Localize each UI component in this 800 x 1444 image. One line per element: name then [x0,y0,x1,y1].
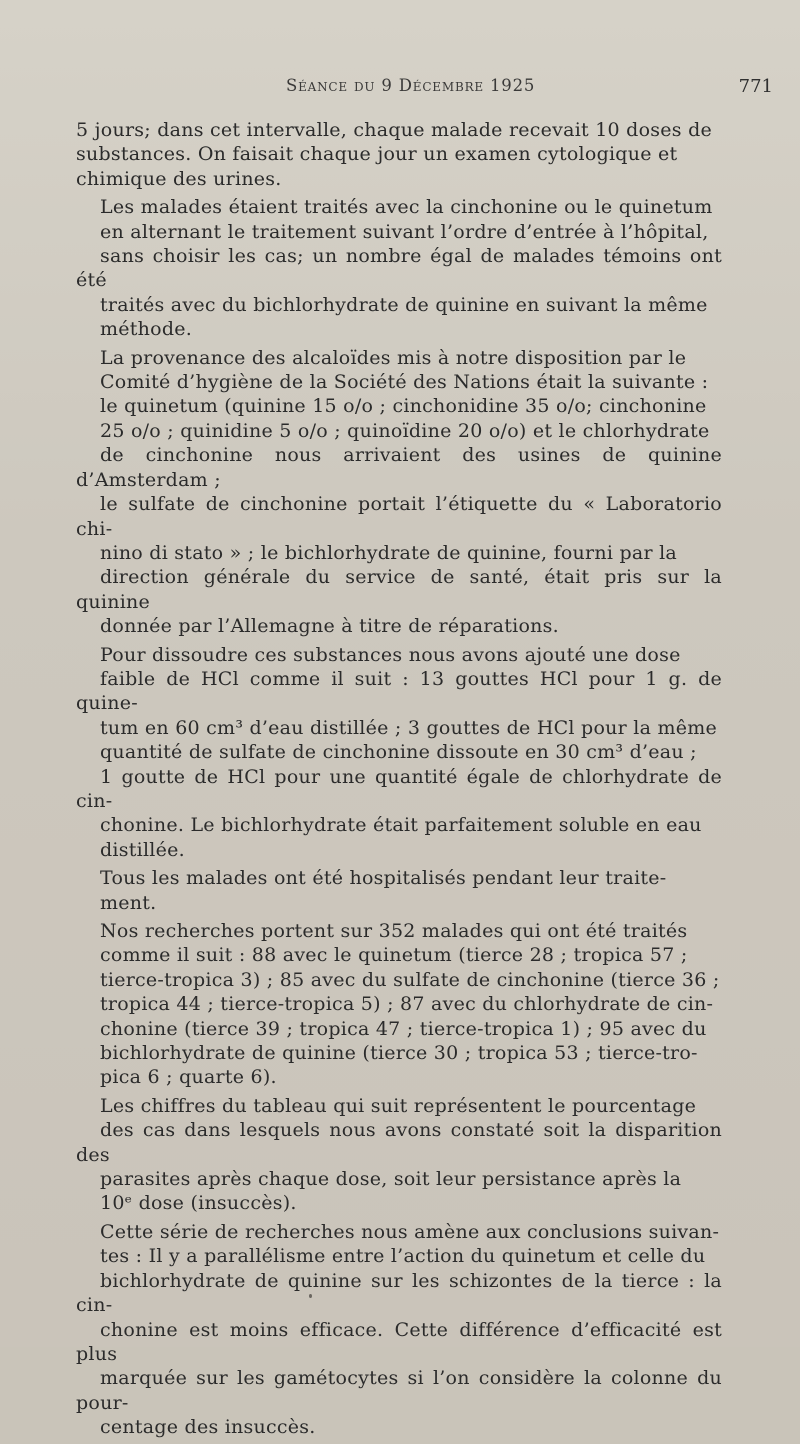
text-line: le sulfate de cinchonine portait l’étiquette du « Laboratorio chi- [76,493,722,540]
page-number: 771 [738,76,773,97]
text-line: faible de HCl comme il suit : 13 gouttes HCl pour 1 g. de quine- [76,667,722,715]
text-line: marquée sur les gamétocytes si l’on considère la colonne du pour- [76,1367,722,1414]
text-line: en alternant le traitement suivant l’ordre d’entrée à l’hôpital, [100,220,709,243]
text-line: parasites après chaque dose, soit leur persistance après la [100,1168,682,1191]
text-line: des cas dans lesquels nous avons constaté soit la disparition des [76,1119,722,1166]
text-line: bichlorhydrate de quinine sur les schizontes de la tierce : la cin- [76,1269,722,1317]
text-line: La provenance des alcaloïdes mis à notre disposition par le [100,346,687,369]
text-line: tropica 44 ; tierce-tropica 5) ; 87 avec du chlorhydrate de cin- [100,993,714,1016]
text-line: nino di stato » ; le bichlorhydrate de quinine, fourni par la [100,541,677,564]
text-line: Comité d’hygiène de la Société des Nations était la suivante : [100,371,709,394]
text-line: bichlorhydrate de quinine (tierce 30 ; tropica 53 ; tierce-tro- [100,1042,698,1065]
text-line: chimique des urines. [76,167,282,190]
text-line: 1 goutte de HCl pour une quantité égale de chlorhydrate de cin- [76,765,722,812]
text-line: pica 6 ; quarte 6). [100,1066,277,1089]
text-line: direction générale du service de santé, était pris sur la quinine [76,566,722,613]
text-line: tum en 60 cm³ d’eau distillée ; 3 gouttes de HCl pour la même [100,716,717,739]
text-line: chonine (tierce 39 ; tropica 47 ; tierce-tropica 1) ; 95 avec du [100,1017,707,1040]
text-line: comme il suit : 88 avec le quinetum (tierce 28 ; tropica 57 ; [100,944,688,967]
text-line: quantité de sulfate de cinchonine dissoute en 30 cm³ d’eau ; [100,741,697,764]
text-line: donnée par l’Allemagne à titre de réparations. [100,615,559,638]
page-header [0,76,800,106]
paragraph-5 [76,866,722,915]
text-line: de cinchonine nous arrivaient des usines de quinine d’Amsterdam ; [76,444,722,491]
paragraph-3 [76,346,722,639]
paragraph-8 [76,1220,722,1440]
paragraph-2 [76,195,722,341]
text-line: Nos recherches portent sur 352 malades qui ont été traités [100,920,688,942]
text-line: centage des insuccès. [100,1416,316,1439]
paragraph-6 [76,919,722,1090]
text-line: 25 o/o ; quinidine 5 o/o ; quinoïdine 20 o/o) et le chlorhydrate [100,419,710,442]
text-line: le quinetum (quinine 15 o/o ; cinchonidine 35 o/o; cinchonine [100,395,707,418]
text-line: ment. [100,891,157,914]
text-line: Pour dissoudre ces substances nous avons ajouté une dose [100,643,681,666]
text-line: Les chiffres du tableau qui suit représentent le pourcentage [100,1094,697,1117]
paragraph-7 [76,1094,722,1216]
text-line: substances. On faisait chaque jour un examen cytologique et [76,143,678,166]
text-line: Cette série de recherches nous amène aux conclusions suivan- [100,1220,720,1243]
text-line: 10ᵉ dose (insuccès). [100,1192,297,1215]
running-title: Séance du 9 Décembre 1925 [286,76,536,95]
text-line: 5 jours; dans cet intervalle, chaque malade recevait 10 doses de [76,119,712,141]
text-line: Les malades étaient traités avec la cinchonine ou le quinetum [100,196,713,219]
text-line: sans choisir les cas; un nombre égal de malades témoins ont été [76,245,722,292]
text-line: traités avec du bichlorhydrate de quinine en suivant la même [100,293,708,316]
text-line: chonine. Le bichlorhydrate était parfaitement soluble en eau [100,814,702,837]
text-line: distillée. [100,838,185,861]
print-speck [309,1294,312,1298]
paragraph-1 [76,118,722,191]
text-line: tes : Il y a parallélisme entre l’action du quinetum et celle du [100,1245,706,1268]
text-line: chonine est moins efficace. Cette différence d’efficacité est plus [76,1318,722,1365]
body-text [76,118,722,1444]
text-line: Tous les malades ont été hospitalisés pendant leur traite- [100,867,667,890]
text-line: méthode. [100,318,193,341]
text-line: tierce-tropica 3) ; 85 avec du sulfate de cinchonine (tierce 36 ; [100,968,720,991]
paragraph-4 [76,643,722,863]
